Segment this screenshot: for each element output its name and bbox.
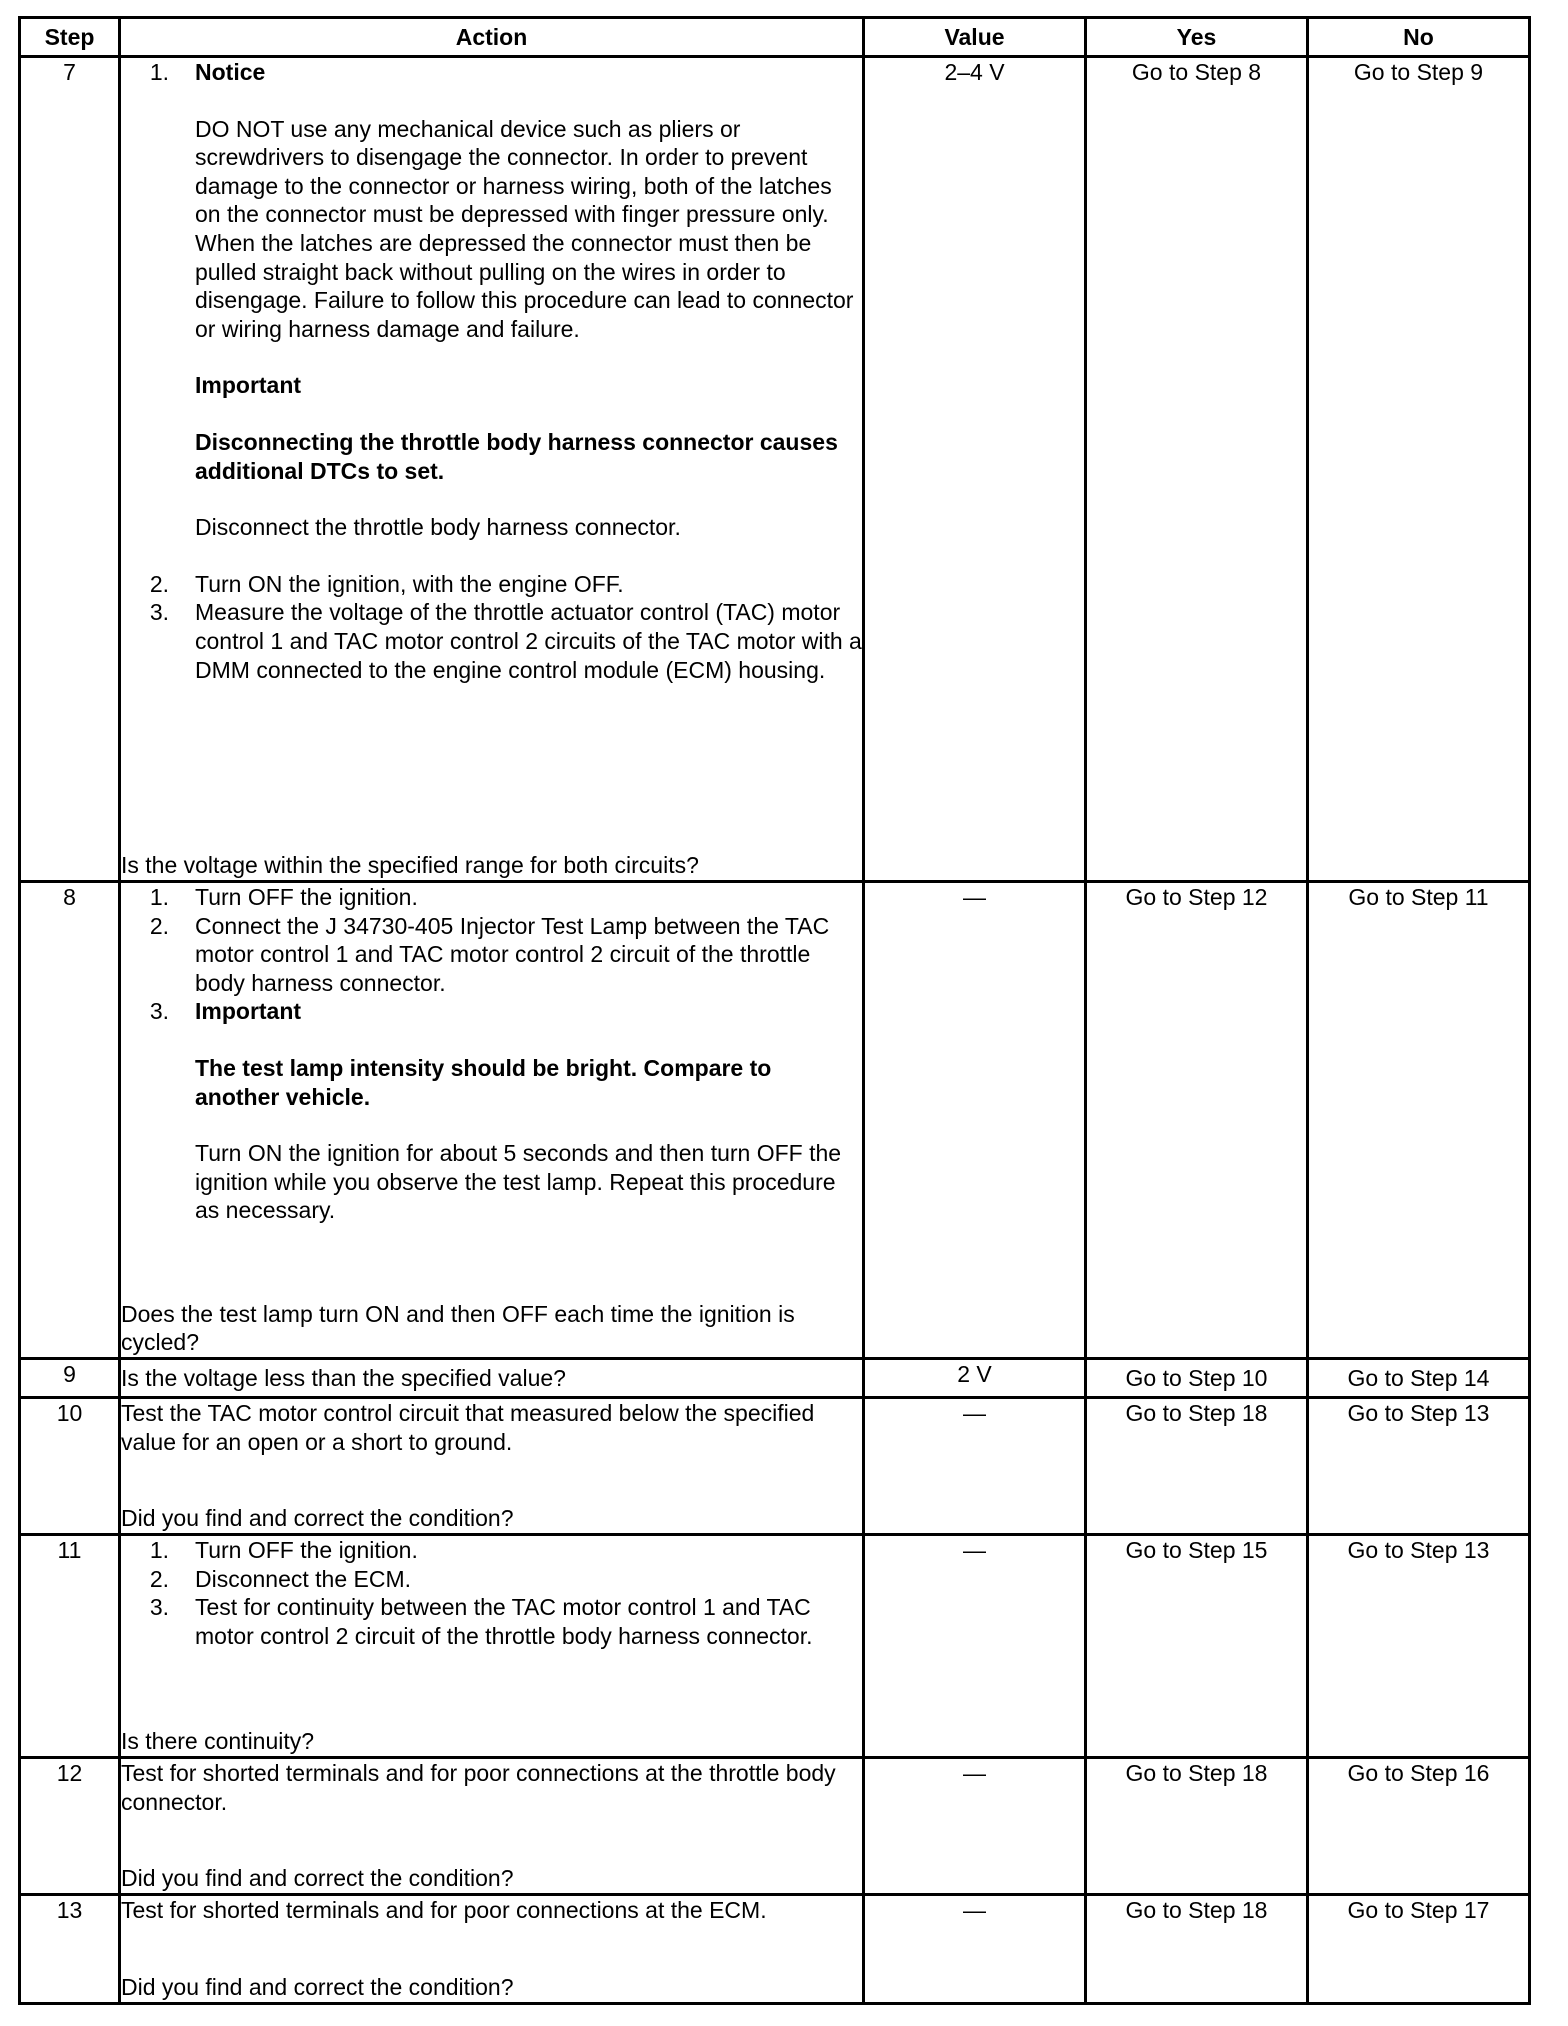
value-cell: — <box>864 1398 1086 1535</box>
question-text: Is the voltage within the specified range for both circuits? <box>121 852 699 879</box>
table-row-step-13 <box>20 1895 1530 2004</box>
value-cell: — <box>864 1895 1086 2004</box>
value-cell: — <box>864 882 1086 1359</box>
header-no: No <box>1308 18 1530 57</box>
value-cell: — <box>864 1535 1086 1758</box>
action-cell <box>120 1535 864 1758</box>
list-item <box>121 570 862 599</box>
table-row-step-11 <box>20 1535 1530 1758</box>
value-cell: 2–4 V <box>864 57 1086 882</box>
table-row-step-7 <box>20 57 1530 882</box>
action-text: Test the TAC motor control circuit that measured below the specified value for an open or a short to ground. <box>121 1400 815 1455</box>
item-text: Connect the J 34730-405 Injector Test Lamp between the TAC motor control 1 and TAC motor control 2 circuit of the throttle body harness connector. <box>195 912 830 996</box>
table-row-step-9 <box>20 1359 1530 1398</box>
yes-cell: Go to Step 8 <box>1086 57 1308 882</box>
action-cell <box>120 882 864 1359</box>
yes-cell: Go to Step 18 <box>1086 1758 1308 1895</box>
action-text: Disconnect the throttle body harness connector. <box>195 514 681 541</box>
table-row-step-12 <box>20 1758 1530 1895</box>
header-row <box>20 18 1530 57</box>
yes-cell: Go to Step 18 <box>1086 1398 1308 1535</box>
no-cell: Go to Step 17 <box>1308 1895 1530 2004</box>
yes-cell: Go to Step 12 <box>1086 882 1308 1359</box>
item-number: 3. <box>149 998 169 1025</box>
value-cell: 2 V <box>864 1359 1086 1398</box>
list-item <box>121 598 862 684</box>
question-text: Is there continuity? <box>121 1728 315 1755</box>
no-cell: Go to Step 13 <box>1308 1398 1530 1535</box>
header-value: Value <box>864 18 1086 57</box>
question-text: Did you find and correct the condition? <box>121 1974 514 2001</box>
item-number: 1. <box>149 1537 169 1563</box>
item-number: 2. <box>149 912 169 939</box>
list-item <box>121 1565 862 1594</box>
action-steps <box>121 58 862 684</box>
step-number: 8 <box>20 882 120 1359</box>
item-number: 2. <box>149 1565 169 1592</box>
list-item <box>121 58 862 570</box>
no-cell: Go to Step 16 <box>1308 1758 1530 1895</box>
item-text: Turn OFF the ignition. <box>195 1537 418 1563</box>
important-text: Disconnecting the throttle body harness connector causes additional DTCs to set. <box>195 428 838 484</box>
header-yes: Yes <box>1086 18 1308 57</box>
notice-heading: Notice <box>195 59 266 85</box>
item-number: 3. <box>149 599 169 626</box>
step-number: 13 <box>20 1895 120 2004</box>
value-cell: — <box>864 1758 1086 1895</box>
action-text: Turn ON the ignition for about 5 seconds and then turn OFF the ignition while you observe the test lamp. Repeat this procedure as necessary. <box>195 1140 842 1224</box>
header-step: Step <box>20 18 120 57</box>
action-steps <box>121 883 862 1253</box>
table-row-step-8 <box>20 882 1530 1359</box>
yes-cell: Go to Step 10 <box>1086 1359 1308 1398</box>
item-number: 1. <box>149 884 169 910</box>
step-number: 7 <box>20 57 120 882</box>
list-item <box>121 1593 862 1650</box>
list-item <box>121 1536 862 1565</box>
question-text: Does the test lamp turn ON and then OFF each time the ignition is cycled? <box>121 1300 795 1356</box>
item-text: Turn ON the ignition, with the engine OFF. <box>195 570 624 597</box>
no-cell: Go to Step 14 <box>1308 1359 1530 1398</box>
item-number: 1. <box>149 59 169 85</box>
step-number: 9 <box>20 1359 120 1398</box>
item-text: Disconnect the ECM. <box>195 1565 412 1592</box>
item-text: Test for continuity between the TAC motor control 1 and TAC motor control 2 circuit of the throttle body harness connector. <box>195 1594 813 1649</box>
important-heading: Important <box>195 372 302 399</box>
important-text: The test lamp intensity should be bright. Compare to another vehicle. <box>195 1054 772 1110</box>
header-action: Action <box>120 18 864 57</box>
yes-cell: Go to Step 18 <box>1086 1895 1308 2004</box>
action-cell <box>120 1758 864 1895</box>
action-cell <box>120 1895 864 2004</box>
list-item <box>121 883 862 912</box>
action-text: Test for shorted terminals and for poor connections at the ECM. <box>121 1897 767 1923</box>
action-steps <box>121 1536 862 1650</box>
item-number: 2. <box>149 570 169 597</box>
yes-cell: Go to Step 15 <box>1086 1535 1308 1758</box>
step-number: 11 <box>20 1535 120 1758</box>
action-text: Test for shorted terminals and for poor connections at the throttle body connector. <box>121 1760 836 1815</box>
table-row-step-10 <box>20 1398 1530 1535</box>
item-number: 3. <box>149 1594 169 1621</box>
question-text: Did you find and correct the condition? <box>121 1505 514 1532</box>
action-cell <box>120 1398 864 1535</box>
no-cell: Go to Step 13 <box>1308 1535 1530 1758</box>
step-number: 10 <box>20 1398 120 1535</box>
item-text: Measure the voltage of the throttle actuator control (TAC) motor control 1 and TAC motor control 2 circuits of the TAC motor with a DMM connected to the engine control module (ECM) housing. <box>195 599 862 683</box>
action-cell <box>120 57 864 882</box>
important-heading: Important <box>195 998 302 1025</box>
diagnostic-table <box>18 16 1531 2005</box>
notice-text: DO NOT use any mechanical device such as pliers or screwdrivers to disengage the connector. In order to prevent damage to the connector or harness wiring, both of the latches on the connector must be depressed with finger pressure only. When the latches are depressed the connector must then be pulled straight back without pulling on the wires in order to disengage. Failure to follow this procedure can lead to connector or wiring harness damage and failure. <box>195 115 854 342</box>
no-cell: Go to Step 11 <box>1308 882 1530 1359</box>
list-item <box>121 997 862 1253</box>
step-number: 12 <box>20 1758 120 1895</box>
list-item <box>121 912 862 998</box>
item-text: Turn OFF the ignition. <box>195 884 418 910</box>
no-cell: Go to Step 9 <box>1308 57 1530 882</box>
question-text: Did you find and correct the condition? <box>121 1865 514 1892</box>
question-text: Is the voltage less than the specified value? <box>120 1359 864 1398</box>
